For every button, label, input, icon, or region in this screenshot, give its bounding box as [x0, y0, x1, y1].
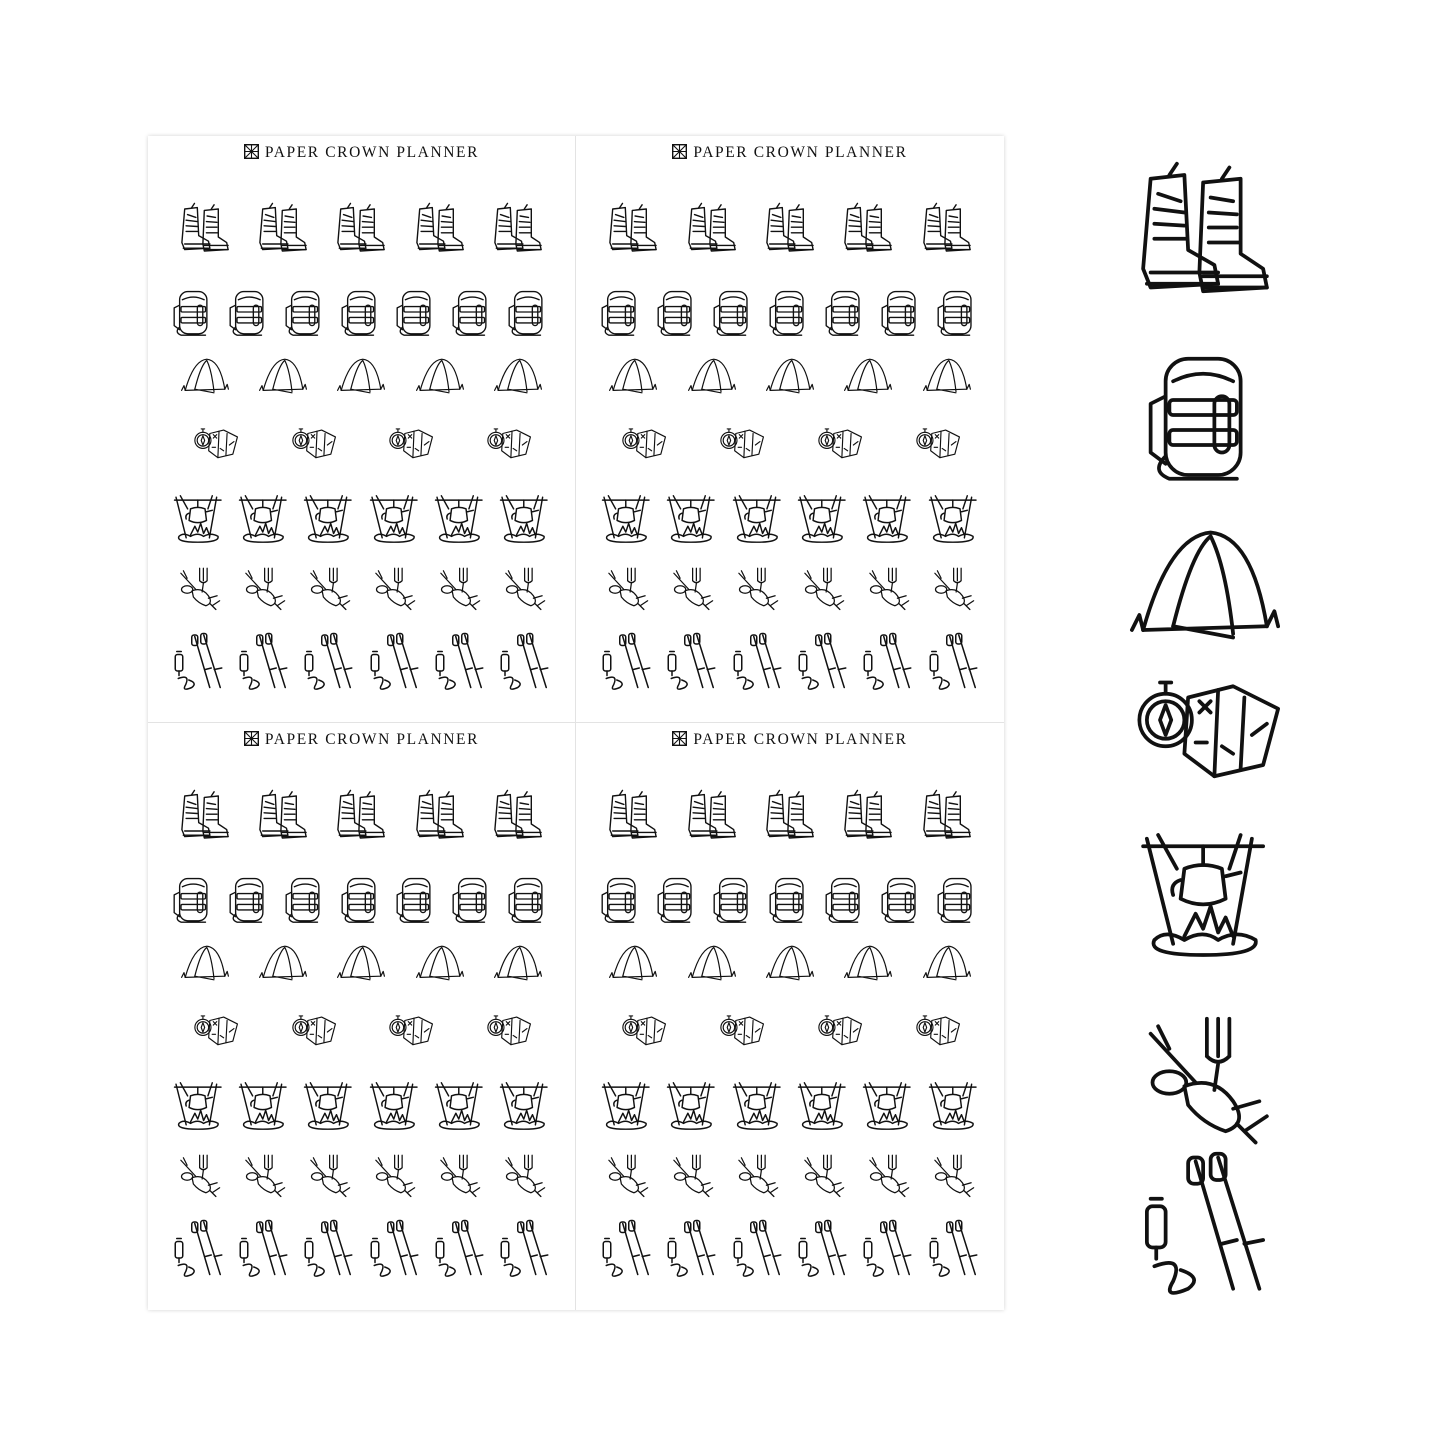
- campfire-kettle-icon: [232, 490, 295, 548]
- camping-utensils-icon: [926, 562, 980, 612]
- trekking-poles-icon: [362, 632, 427, 692]
- backpack-icon: [501, 282, 557, 342]
- trekking-poles-icon: [1125, 1150, 1285, 1300]
- camping-utensils-icon: [1125, 1000, 1285, 1150]
- map-compass-icon: [618, 422, 668, 468]
- sticker-row: [594, 352, 986, 400]
- trekking-poles-icon: [790, 632, 855, 692]
- camping-utensils-icon: [172, 1149, 226, 1199]
- trekking-poles-icon: [362, 1219, 427, 1279]
- map-compass-icon: [190, 422, 240, 468]
- sticker-row: [166, 352, 557, 400]
- tent-icon: [179, 352, 231, 400]
- crown-monogram-icon: [244, 144, 259, 164]
- map-compass-icon: [912, 1009, 962, 1055]
- sticker-row: [166, 422, 557, 468]
- map-compass-icon: [483, 422, 533, 468]
- sticker-row: [166, 1219, 557, 1279]
- hiking-boots-icon: [603, 202, 663, 258]
- backpack-icon: [650, 869, 706, 929]
- camping-utensils-icon: [172, 562, 226, 612]
- tent-icon: [492, 352, 544, 400]
- camping-utensils-icon: [665, 1149, 719, 1199]
- sticker-row: [594, 1009, 986, 1055]
- trekking-poles-icon: [659, 1219, 724, 1279]
- sticker-row: [166, 789, 557, 845]
- sticker-row: [594, 490, 986, 548]
- trekking-poles-icon: [427, 1219, 492, 1279]
- backpack-icon: [594, 869, 650, 929]
- hiking-boots-icon: [175, 789, 235, 845]
- hiking-boots-icon: [331, 202, 391, 258]
- brand-name: PAPER CROWN PLANNER: [264, 731, 480, 748]
- hiking-boots-icon: [410, 202, 470, 258]
- brand-header: [148, 144, 575, 164]
- tent-icon: [607, 352, 659, 400]
- tent-icon: [921, 352, 973, 400]
- hiking-boots-icon: [253, 789, 313, 845]
- backpack-icon: [818, 869, 874, 929]
- backpack-icon: [762, 869, 818, 929]
- tent-icon: [1125, 510, 1285, 660]
- map-compass-icon: [1125, 660, 1285, 810]
- brand-header: [576, 731, 1004, 751]
- tent-icon: [607, 939, 659, 987]
- camping-utensils-icon: [432, 562, 486, 612]
- map-compass-icon: [190, 1009, 240, 1055]
- backpack-icon: [389, 282, 445, 342]
- hiking-boots-icon: [760, 789, 820, 845]
- camping-utensils-icon: [861, 1149, 915, 1199]
- sticker-row: [166, 562, 557, 612]
- hiking-boots-icon: [917, 789, 977, 845]
- sticker-row: [166, 282, 557, 342]
- sheet-panel-bottom-left: [148, 723, 576, 1310]
- trekking-poles-icon: [725, 1219, 790, 1279]
- hiking-boots-icon: [838, 789, 898, 845]
- sticker-row: [166, 869, 557, 929]
- backpack-icon: [222, 282, 278, 342]
- camping-utensils-icon: [665, 562, 719, 612]
- trekking-poles-icon: [855, 1219, 920, 1279]
- backpack-icon: [762, 282, 818, 342]
- camping-utensils-icon: [796, 1149, 850, 1199]
- backpack-icon: [874, 282, 930, 342]
- hiking-boots-icon: [488, 789, 548, 845]
- trekking-poles-icon: [855, 632, 920, 692]
- camping-utensils-icon: [796, 562, 850, 612]
- backpack-icon: [874, 869, 930, 929]
- tent-icon: [842, 939, 894, 987]
- sticker-sheet: [148, 136, 1004, 1310]
- enlarged-sticker: [1100, 1000, 1310, 1150]
- trekking-poles-icon: [594, 632, 659, 692]
- camping-utensils-icon: [600, 562, 654, 612]
- sticker-row: [594, 562, 986, 612]
- tent-icon: [414, 939, 466, 987]
- crown-monogram-icon: [672, 144, 687, 164]
- camping-utensils-icon: [302, 1149, 356, 1199]
- campfire-kettle-icon: [167, 490, 230, 548]
- trekking-poles-icon: [921, 632, 986, 692]
- tent-icon: [921, 939, 973, 987]
- backpack-icon: [706, 282, 762, 342]
- campfire-kettle-icon: [791, 490, 854, 548]
- tent-icon: [764, 939, 816, 987]
- map-compass-icon: [814, 422, 864, 468]
- trekking-poles-icon: [296, 632, 361, 692]
- trekking-poles-icon: [921, 1219, 986, 1279]
- trekking-poles-icon: [725, 632, 790, 692]
- campfire-kettle-icon: [595, 1077, 658, 1135]
- sticker-row: [594, 1077, 986, 1135]
- map-compass-icon: [385, 1009, 435, 1055]
- tent-icon: [414, 352, 466, 400]
- campfire-kettle-icon: [428, 1077, 491, 1135]
- hiking-boots-icon: [488, 202, 548, 258]
- campfire-kettle-icon: [856, 1077, 919, 1135]
- brand-name: PAPER CROWN PLANNER: [264, 144, 480, 161]
- brand-header: [576, 144, 1004, 164]
- tent-icon: [842, 352, 894, 400]
- camping-utensils-icon: [497, 1149, 551, 1199]
- camping-utensils-icon: [237, 1149, 291, 1199]
- sticker-row: [166, 490, 557, 548]
- trekking-poles-icon: [231, 632, 296, 692]
- backpack-icon: [278, 282, 334, 342]
- sticker-row: [166, 1149, 557, 1199]
- sticker-row: [594, 869, 986, 929]
- camping-utensils-icon: [367, 1149, 421, 1199]
- hiking-boots-icon: [760, 202, 820, 258]
- backpack-icon: [650, 282, 706, 342]
- backpack-icon: [594, 282, 650, 342]
- camping-utensils-icon: [367, 562, 421, 612]
- map-compass-icon: [288, 422, 338, 468]
- enlarged-sticker: [1100, 160, 1310, 310]
- crown-monogram-icon: [244, 731, 259, 751]
- enlarged-icon-column: [1100, 150, 1310, 1300]
- trekking-poles-icon: [492, 632, 557, 692]
- backpack-icon: [334, 869, 390, 929]
- backpack-icon: [278, 869, 334, 929]
- campfire-kettle-icon: [297, 1077, 360, 1135]
- sheet-panel-top-left: [148, 136, 576, 723]
- tent-icon: [335, 352, 387, 400]
- campfire-kettle-icon: [660, 490, 723, 548]
- hiking-boots-icon: [682, 202, 742, 258]
- sticker-row: [166, 939, 557, 987]
- trekking-poles-icon: [594, 1219, 659, 1279]
- hiking-boots-icon: [603, 789, 663, 845]
- map-compass-icon: [618, 1009, 668, 1055]
- sticker-row: [166, 1009, 557, 1055]
- camping-utensils-icon: [926, 1149, 980, 1199]
- trekking-poles-icon: [231, 1219, 296, 1279]
- hiking-boots-icon: [682, 789, 742, 845]
- trekking-poles-icon: [790, 1219, 855, 1279]
- hiking-boots-icon: [175, 202, 235, 258]
- hiking-boots-icon: [253, 202, 313, 258]
- camping-utensils-icon: [497, 562, 551, 612]
- brand-name: PAPER CROWN PLANNER: [693, 731, 908, 748]
- sticker-row: [594, 939, 986, 987]
- tent-icon: [492, 939, 544, 987]
- trekking-poles-icon: [659, 632, 724, 692]
- backpack-icon: [818, 282, 874, 342]
- campfire-kettle-icon: [922, 1077, 985, 1135]
- trekking-poles-icon: [492, 1219, 557, 1279]
- backpack-icon: [166, 869, 222, 929]
- tent-icon: [764, 352, 816, 400]
- sticker-row: [594, 632, 986, 692]
- sticker-row: [594, 282, 986, 342]
- backpack-icon: [445, 282, 501, 342]
- camping-utensils-icon: [730, 562, 784, 612]
- sheet-panel-bottom-right: [576, 723, 1004, 1310]
- campfire-kettle-icon: [493, 1077, 556, 1135]
- campfire-kettle-icon: [856, 490, 919, 548]
- backpack-icon: [1125, 340, 1285, 490]
- enlarged-sticker: [1100, 510, 1310, 660]
- sticker-row: [166, 202, 557, 258]
- trekking-poles-icon: [296, 1219, 361, 1279]
- tent-icon: [257, 939, 309, 987]
- camping-utensils-icon: [600, 1149, 654, 1199]
- camping-utensils-icon: [432, 1149, 486, 1199]
- campfire-kettle-icon: [595, 490, 658, 548]
- campfire-kettle-icon: [791, 1077, 854, 1135]
- sticker-row: [594, 202, 986, 258]
- backpack-icon: [930, 869, 986, 929]
- backpack-icon: [166, 282, 222, 342]
- hiking-boots-icon: [917, 202, 977, 258]
- campfire-kettle-icon: [363, 490, 426, 548]
- enlarged-sticker: [1100, 1150, 1310, 1300]
- campfire-kettle-icon: [232, 1077, 295, 1135]
- sticker-row: [594, 789, 986, 845]
- backpack-icon: [222, 869, 278, 929]
- enlarged-sticker: [1100, 660, 1310, 810]
- campfire-kettle-icon: [726, 1077, 789, 1135]
- trekking-poles-icon: [166, 1219, 231, 1279]
- campfire-kettle-icon: [363, 1077, 426, 1135]
- map-compass-icon: [385, 422, 435, 468]
- camping-utensils-icon: [302, 562, 356, 612]
- sticker-row: [166, 632, 557, 692]
- sticker-row: [166, 1077, 557, 1135]
- tent-icon: [335, 939, 387, 987]
- backpack-icon: [930, 282, 986, 342]
- camping-utensils-icon: [730, 1149, 784, 1199]
- camping-utensils-icon: [237, 562, 291, 612]
- sticker-row: [594, 1149, 986, 1199]
- hiking-boots-icon: [331, 789, 391, 845]
- campfire-kettle-icon: [922, 490, 985, 548]
- trekking-poles-icon: [166, 632, 231, 692]
- hiking-boots-icon: [838, 202, 898, 258]
- map-compass-icon: [716, 422, 766, 468]
- map-compass-icon: [912, 422, 962, 468]
- tent-icon: [686, 939, 738, 987]
- map-compass-icon: [288, 1009, 338, 1055]
- backpack-icon: [706, 869, 762, 929]
- backpack-icon: [501, 869, 557, 929]
- brand-name: PAPER CROWN PLANNER: [693, 144, 908, 161]
- enlarged-sticker: [1100, 340, 1310, 490]
- backpack-icon: [445, 869, 501, 929]
- backpack-icon: [389, 869, 445, 929]
- hiking-boots-icon: [1125, 160, 1285, 310]
- sheet-panel-top-right: [576, 136, 1004, 723]
- crown-monogram-icon: [672, 731, 687, 751]
- campfire-kettle-icon: [428, 490, 491, 548]
- tent-icon: [257, 352, 309, 400]
- camping-utensils-icon: [861, 562, 915, 612]
- hiking-boots-icon: [410, 789, 470, 845]
- map-compass-icon: [814, 1009, 864, 1055]
- sticker-row: [594, 422, 986, 468]
- campfire-kettle-icon: [297, 490, 360, 548]
- brand-header: [148, 731, 575, 751]
- map-compass-icon: [483, 1009, 533, 1055]
- campfire-kettle-icon: [660, 1077, 723, 1135]
- trekking-poles-icon: [427, 632, 492, 692]
- backpack-icon: [334, 282, 390, 342]
- tent-icon: [179, 939, 231, 987]
- campfire-kettle-icon: [167, 1077, 230, 1135]
- campfire-kettle-icon: [726, 490, 789, 548]
- enlarged-sticker: [1100, 820, 1310, 970]
- map-compass-icon: [716, 1009, 766, 1055]
- campfire-kettle-icon: [1125, 820, 1285, 970]
- sticker-row: [594, 1219, 986, 1279]
- campfire-kettle-icon: [493, 490, 556, 548]
- tent-icon: [686, 352, 738, 400]
